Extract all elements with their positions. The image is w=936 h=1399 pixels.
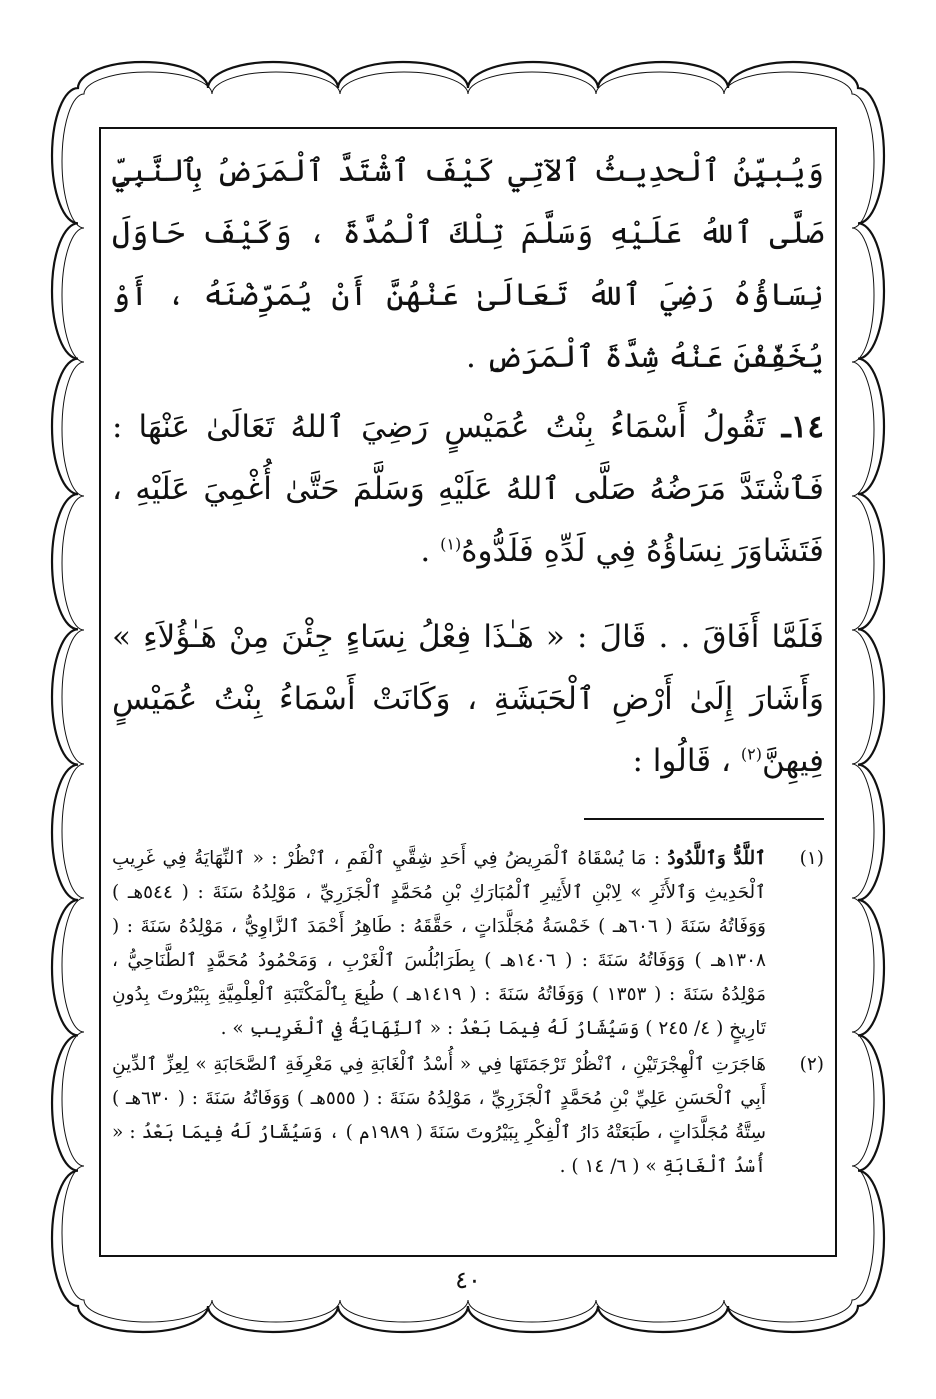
hadith-paragraph-14 xyxy=(112,396,824,582)
footnote-term: ٱللَّدُّ وَٱللَّدُودُ xyxy=(667,848,766,869)
continuation-paragraph-end: ، قَالُوا : xyxy=(632,743,741,779)
hadith-paragraph-end: . xyxy=(420,533,441,569)
footnote-1 xyxy=(112,842,824,1046)
footnote-2 xyxy=(112,1048,824,1184)
paragraph-number: ١٤ـ xyxy=(781,409,824,445)
footnote-ref-1: (١) xyxy=(440,534,462,554)
footnote-separator xyxy=(112,818,824,820)
continuation-paragraph-text: فَلَمَّا أَفَاقَ . . قَالَ : « هَـٰذَا فِعْلُ نِسَاءٍ جِئْنَ مِنْ هَـٰؤُلاَءِ » وَأَشَارَ إِلَىٰ أَرْضِ ٱلْحَبَشَةِ ، وَكَانَتْ أَسْمَاءُ بِنْتُ عُمَيْسٍ فِيهِنَّ xyxy=(112,619,824,779)
footnote-number: (١) xyxy=(799,848,824,869)
page-body xyxy=(112,140,824,1186)
footnote-text: : مَا يُسْقَاهُ ٱلْمَرِيضُ فِي أَحَدِ شِقَّيِ ٱلْفَمِ ، ٱنْظُرْ : « ٱلنِّهَايَةُ فِي غَرِيبِ ٱلْحَدِيثِ وَٱلأَثَرِ » لِابْنِ ٱلأَثِيرِ ٱلْمُبَارَكِ بْنِ مُحَمَّدٍ ٱلْجَزَرِيِّ ، مَوْلِدُهُ سَنَةَ : ( ٥٤٤هـ ) وَوَفَاتُهُ سَنَةَ ( ٦٠٦هـ ) خَمْسَةُ مُجَلَّدَاتٍ ، حَقَّقَهُ : طَاهِرُ أَحْمَدَ ٱلزَّاوِيُّ ، مَوْلِدُهُ سَنَةَ : ( ١٣٠٨هـ ) وَوَفَاتُهُ سَنَةَ : ( ١٤٠٦هـ ) بِطَرَابُلُسَ ٱلْغَرْبِ ، وَمَحْمُودُ مُحَمَّدٍ ٱلطَّنَاحِيُّ ، مَوْلِدُهُ سَنَةَ : ( ١٣٥٣ ) وَوَفَاتُهُ سَنَةَ : ( ١٤١٩هـ ) طُبِعَ بِٱلْمَكْتَبَةِ ٱلْعِلْمِيَّةِ بِبَيْرُوتَ بِدُونِ تَارِيخٍ ( ٤/ ٢٤٥ ) وَسَيُشَارُ لَهُ فِيمَا بَعْدُ : « ٱلنِّهَايَةُ فِي ٱلْغَرِيبِ » . xyxy=(112,848,766,1039)
page-number: ٤٠ xyxy=(455,1266,481,1294)
intro-paragraph-text: وَيُبيِّنُ ٱلْحدِيثُ ٱلآتِي كَيْفَ ٱشْتَدَّ ٱلْمَرَضُ بِٱلنَّبِيِّ صَلَّى ٱللهُ عَلَيْهِ وَسَلَّمَ تِلْكَ ٱلْمُدَّةَ ، وَكَيْفَ حَاوَلَ نِسَاؤُهُ رَضِيَ ٱللهُ تَعَالَىٰ عَنْهُنَّ أَنْ يُمَرِّضْنَهُ ، أَوْ يُخَفِّفْنَ عَنْهُ شِدَّةَ ٱلْمَرَضِ . xyxy=(112,153,824,375)
footnote-ref-2: (٢) xyxy=(740,744,762,764)
footnote-number: (٢) xyxy=(799,1054,824,1075)
intro-paragraph xyxy=(112,140,824,388)
footnotes xyxy=(112,842,824,1184)
continuation-paragraph xyxy=(112,606,824,792)
hadith-paragraph-text: تَقُولُ أَسْمَاءُ بِنْتُ عُمَيْسٍ رَضِيَ ٱللهُ تَعَالَىٰ عَنْهَا : فَٱشْتَدَّ مَرَضُهُ صَلَّى ٱللهُ عَلَيْهِ وَسَلَّمَ حَتَّىٰ أُغْمِيَ عَلَيْهِ ، فَتَشَاوَرَ نِسَاؤُهُ فِي لَدِّهِ فَلَدُّوهُ xyxy=(112,409,824,569)
footnote-text: هَاجَرَتِ ٱلْهِجْرَتَيْنِ ، ٱنْظُرْ تَرْجَمَتَهَا فِي « أُسْدُ ٱلْغَابَةِ فِي مَعْرِفَةِ ٱلصَّحَابَةِ » لِعِزِّ ٱلدِّينِ أَبِي ٱلْحَسَنِ عَلِيِّ بْنِ مُحَمَّدٍ ٱلْجَزَرِيِّ ، مَوْلِدُهُ سَنَةَ : ( ٥٥٥هـ ) وَوَفَاتُهُ سَنَةَ : ( ٦٣٠هـ ) سِتَّةُ مُجَلَّدَاتٍ ، طَبَعَتْهُ دَارُ ٱلْفِكْرِ بِبَيْرُوتَ سَنَةَ ( ١٩٨٩م ) ، وَسَيُشَارُ لَهُ فِيمَا بَعْدُ : « أُسْدُ ٱلْغَابَةِ » ( ٦/ ١٤ ) . xyxy=(112,1054,766,1177)
